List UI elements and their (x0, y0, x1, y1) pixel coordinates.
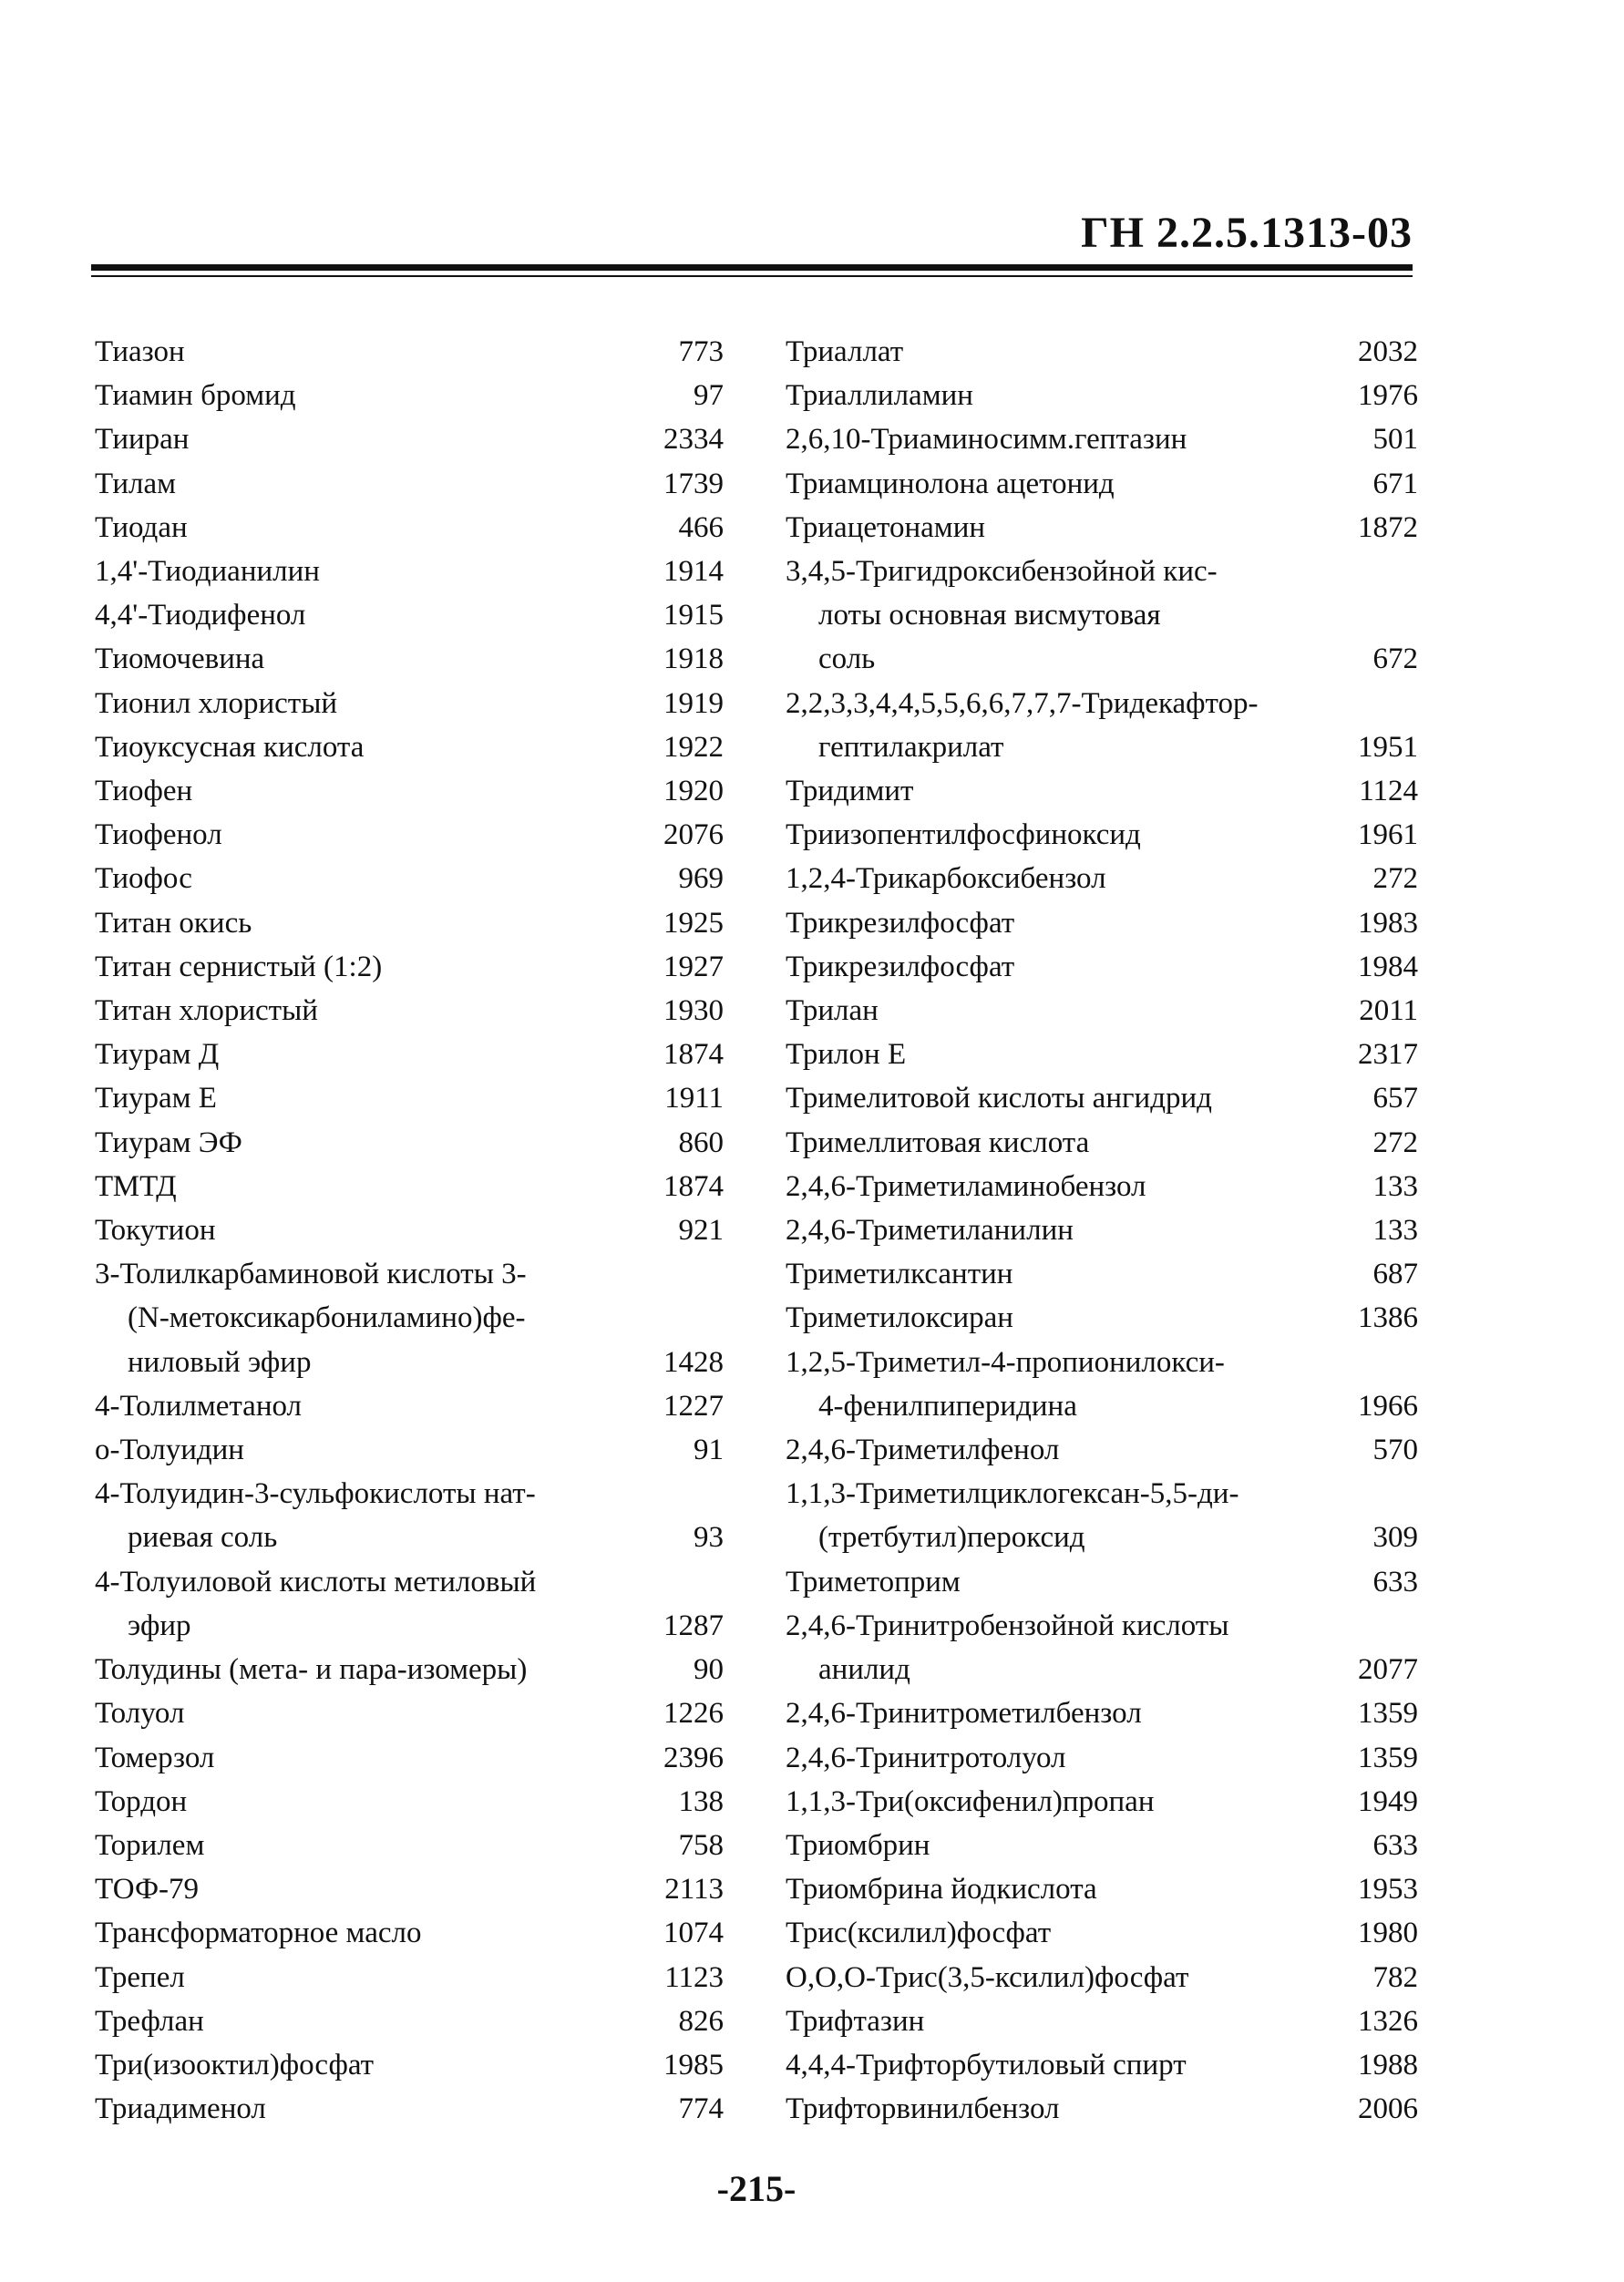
index-entry (95, 769, 724, 813)
index-entry (786, 857, 1418, 900)
index-entry (95, 1956, 724, 1999)
entry-name-continuation: анилид (818, 1653, 910, 1687)
index-entry (95, 1121, 724, 1165)
index-entry (95, 857, 724, 900)
entry-name: 2,4,6-Триметилфенол (786, 1434, 1060, 1467)
index-entry (95, 945, 724, 989)
index-entry (95, 1076, 724, 1120)
index-entry (95, 1780, 724, 1824)
entry-name: Трикрезилфосфат (786, 950, 1015, 983)
index-entry (95, 1165, 724, 1208)
index-entry (786, 1252, 1418, 1296)
entry-number: 1874 (663, 1038, 724, 1072)
document-code: ГН 2.2.5.1313-03 (1081, 209, 1413, 257)
entry-number: 774 (678, 2092, 724, 2126)
index-entry (786, 1341, 1418, 1428)
entry-name-continuation: 4-фенилпиперидина (818, 1389, 1077, 1423)
entry-name: ТМТД (95, 1169, 177, 1203)
entry-number: 1922 (663, 730, 724, 764)
index-entry (786, 1736, 1418, 1780)
entry-name: Тридимит (786, 775, 914, 808)
index-entry (95, 550, 724, 593)
entry-name: Трилан (786, 994, 879, 1028)
entry-number: 672 (1372, 642, 1418, 676)
entry-name: Трифторвинилбензол (786, 2092, 1060, 2126)
entry-number: 93 (694, 1521, 724, 1555)
entry-number: 133 (1372, 1169, 1418, 1203)
index-entry (95, 462, 724, 506)
entry-name: Титан хлористый (95, 994, 318, 1028)
entry-number: 1359 (1358, 1697, 1418, 1731)
index-entry (786, 1999, 1418, 2043)
index-entry (786, 1033, 1418, 1076)
entry-name-continuation: ниловый эфир (128, 1345, 312, 1379)
entry-number: 1872 (1358, 510, 1418, 544)
entry-name: 1,4'-Тиодианилин (95, 555, 320, 589)
index-entry (786, 1604, 1418, 1691)
index-entry (95, 330, 724, 374)
entry-number: 1966 (1358, 1389, 1418, 1423)
index-entry (95, 989, 724, 1033)
entry-name: Трикрезилфосфат (786, 906, 1015, 940)
entry-number: 2006 (1358, 2092, 1418, 2126)
entry-number: 91 (694, 1434, 724, 1467)
entry-name: 2,4,6-Тринитробензойной кислоты (786, 1609, 1229, 1642)
index-entry (786, 1296, 1418, 1340)
index-entry (95, 1867, 724, 1911)
index-entry (786, 1956, 1418, 1999)
page-number: -215- (716, 2168, 797, 2209)
entry-name: 2,4,6-Тринитрометилбензол (786, 1697, 1142, 1731)
index-entry (786, 1824, 1418, 1867)
header-rule-thin (91, 275, 1413, 277)
entry-name: Тиоуксусная кислота (95, 730, 365, 764)
entry-name: Тиамин бромид (95, 379, 296, 413)
entry-name-continuation: соль (818, 642, 876, 676)
entry-name: Триметилоксиран (786, 1301, 1013, 1335)
entry-number: 1739 (663, 467, 724, 500)
index-entry (786, 1691, 1418, 1735)
entry-number: 782 (1372, 1960, 1418, 1994)
entry-name: Тиофен (95, 775, 193, 808)
entry-number: 1925 (663, 906, 724, 940)
entry-number: 2076 (663, 818, 724, 852)
entry-name: Тримеллитовая кислота (786, 1126, 1090, 1159)
index-entry (95, 1208, 724, 1252)
entry-number: 2317 (1358, 1038, 1418, 1072)
entry-name: Триаллат (786, 335, 904, 368)
entry-name: Тиодан (95, 510, 188, 544)
entry-name: 4-Толуиловой кислоты метиловый (95, 1565, 537, 1598)
entry-name: Тилам (95, 467, 176, 500)
index-entry (786, 1911, 1418, 1955)
entry-name: Триметоприм (786, 1565, 961, 1598)
index-entry (95, 1999, 724, 2043)
entry-number: 309 (1372, 1521, 1418, 1555)
entry-name-continuation: риевая соль (128, 1521, 278, 1555)
index-entry (95, 417, 724, 461)
entry-number: 2334 (663, 423, 724, 457)
index-entry (786, 769, 1418, 813)
entry-number: 1961 (1358, 818, 1418, 852)
index-entry (786, 2043, 1418, 2087)
entry-number: 272 (1372, 862, 1418, 896)
entry-name: 2,6,10-Триаминосимм.гептазин (786, 423, 1187, 457)
index-entry (786, 1472, 1418, 1559)
entry-number: 921 (678, 1214, 724, 1248)
entry-name: Триадименол (95, 2092, 266, 2126)
entry-name: Тиурам Е (95, 1082, 217, 1115)
entry-name: 3-Толилкарбаминовой кислоты 3- (95, 1258, 527, 1291)
entry-number: 1226 (663, 1697, 724, 1731)
index-entry (95, 374, 724, 417)
entry-number: 2032 (1358, 335, 1418, 368)
entry-name: Тиофенол (95, 818, 222, 852)
entry-name: Тиомочевина (95, 642, 265, 676)
index-entry (95, 1736, 724, 1780)
entry-name: Тииран (95, 423, 190, 457)
entry-name-continuation: гептилакрилат (818, 730, 1004, 764)
index-entry (786, 1560, 1418, 1604)
entry-number: 1124 (1359, 775, 1418, 808)
entry-number: 860 (678, 1126, 724, 1159)
entry-name: Триизопентилфосфиноксид (786, 818, 1141, 852)
entry-name: О,О,О-Трис(3,5-ксилил)фосфат (786, 1960, 1189, 1994)
entry-number: 1927 (663, 950, 724, 983)
entry-name: 3,4,5-Тригидроксибензойной кис- (786, 555, 1218, 589)
index-entry (95, 1824, 724, 1867)
index-entry (95, 813, 724, 857)
entry-number: 1920 (663, 775, 724, 808)
entry-number: 501 (1372, 423, 1418, 457)
index-entry (786, 330, 1418, 374)
entry-number: 1227 (663, 1389, 724, 1423)
entry-name: Толуол (95, 1697, 185, 1731)
entry-name: 1,1,3-Триметилциклогексан-5,5-ди- (786, 1477, 1239, 1511)
entry-number: 1953 (1358, 1873, 1418, 1907)
entry-name-continuation: (N-метоксикарбониламино)фе- (128, 1301, 526, 1335)
entry-number: 758 (678, 1828, 724, 1862)
entry-number: 687 (1372, 1258, 1418, 1291)
index-entry (786, 989, 1418, 1033)
entry-number: 1949 (1358, 1784, 1418, 1818)
index-entry (786, 462, 1418, 506)
header-rule-thick (91, 264, 1413, 271)
entry-name: Торилем (95, 1828, 205, 1862)
entry-name: Титан сернистый (1:2) (95, 950, 383, 983)
index-entry (95, 1911, 724, 1955)
entry-name: Тордон (95, 1784, 188, 1818)
index-column-right (786, 330, 1418, 2131)
entry-number: 1874 (663, 1169, 724, 1203)
index-entry (95, 1472, 724, 1559)
entry-number: 1919 (663, 686, 724, 720)
entry-number: 2011 (1359, 994, 1418, 1028)
index-entry (95, 901, 724, 945)
index-entry (95, 1691, 724, 1735)
entry-number: 657 (1372, 1082, 1418, 1115)
entry-name: Тиурам Д (95, 1038, 220, 1072)
index-entry (786, 1780, 1418, 1824)
entry-number: 1980 (1358, 1917, 1418, 1950)
index-entry (786, 1428, 1418, 1472)
entry-number: 138 (678, 1784, 724, 1818)
index-entry (95, 1648, 724, 1691)
entry-number: 1915 (663, 599, 724, 632)
index-entry (786, 2087, 1418, 2131)
entry-number: 97 (694, 379, 724, 413)
index-entry (95, 1428, 724, 1472)
entry-name: 1,1,3-Три(оксифенил)пропан (786, 1784, 1155, 1818)
entry-number: 1428 (663, 1345, 724, 1379)
entry-name: Тиурам ЭФ (95, 1126, 242, 1159)
index-entry (786, 682, 1418, 769)
index-entry (786, 506, 1418, 550)
entry-number: 272 (1372, 1126, 1418, 1159)
entry-number: 1287 (663, 1609, 724, 1642)
entry-number: 1918 (663, 642, 724, 676)
entry-number: 1914 (663, 555, 724, 589)
index-entry (786, 1867, 1418, 1911)
entry-name: Томерзол (95, 1741, 215, 1774)
entry-number: 90 (694, 1653, 724, 1687)
entry-name: Тримелитовой кислоты ангидрид (786, 1082, 1212, 1115)
index-entry (786, 1076, 1418, 1120)
entry-name: Тионил хлористый (95, 686, 338, 720)
index-entry (95, 1033, 724, 1076)
entry-number: 1386 (1358, 1301, 1418, 1335)
entry-name-continuation: лоты основная висмутовая (818, 599, 1161, 632)
entry-number: 2113 (664, 1873, 724, 1907)
entry-name: Трифтазин (786, 2004, 925, 2038)
entry-number: 2077 (1358, 1653, 1418, 1687)
entry-name: Трансформаторное масло (95, 1917, 422, 1950)
entry-name: Токутион (95, 1214, 216, 1248)
entry-name: 1,2,5-Триметил-4-пропионилокси- (786, 1345, 1225, 1379)
entry-name: о-Толуидин (95, 1434, 244, 1467)
page-header (91, 206, 1413, 261)
entry-name: Три(изооктил)фосфат (95, 2048, 375, 2082)
entry-name: Трис(ксилил)фосфат (786, 1917, 1052, 1950)
entry-name: Трилон Е (786, 1038, 907, 1072)
index-entry (786, 1121, 1418, 1165)
index-entry (95, 2087, 724, 2131)
index-entry (786, 813, 1418, 857)
entry-name: Триомбрина йодкислота (786, 1873, 1097, 1907)
index-column-left (95, 330, 724, 2131)
index-entry (786, 417, 1418, 461)
entry-name-continuation: эфир (128, 1609, 191, 1642)
entry-name: Триаллиламин (786, 379, 973, 413)
entry-name: Триомбрин (786, 1828, 930, 1862)
entry-number: 1983 (1358, 906, 1418, 940)
index-entry (95, 725, 724, 769)
index-entry (786, 374, 1418, 417)
index-entry (786, 550, 1418, 682)
entry-number: 773 (678, 335, 724, 368)
index-entry (786, 945, 1418, 989)
entry-number: 1123 (664, 1960, 724, 1994)
entry-number: 1911 (664, 1082, 724, 1115)
entry-number: 1985 (663, 2048, 724, 2082)
entry-number: 1326 (1358, 2004, 1418, 2038)
index-entry (786, 901, 1418, 945)
index-entry (95, 593, 724, 637)
index-entry (786, 1165, 1418, 1208)
index-entry (786, 1208, 1418, 1252)
index-entry (95, 1560, 724, 1648)
entry-number: 969 (678, 862, 724, 896)
entry-name: 2,4,6-Триметиланилин (786, 1214, 1074, 1248)
entry-number: 1951 (1358, 730, 1418, 764)
entry-name: Титан окись (95, 906, 252, 940)
entry-name: 4-Толилметанол (95, 1389, 303, 1423)
entry-number: 2396 (663, 1741, 724, 1774)
entry-number: 1074 (663, 1917, 724, 1950)
entry-name: 4,4'-Тиодифенол (95, 599, 306, 632)
index-entry (95, 1252, 724, 1384)
entry-name: Тиофос (95, 862, 192, 896)
entry-number: 633 (1372, 1565, 1418, 1598)
entry-number: 826 (678, 2004, 724, 2038)
entry-number: 671 (1372, 467, 1418, 500)
entry-name: Триацетонамин (786, 510, 986, 544)
entry-number: 1988 (1358, 2048, 1418, 2082)
index-entry (95, 506, 724, 550)
index-entry (95, 1384, 724, 1428)
entry-number: 133 (1372, 1214, 1418, 1248)
entry-number: 570 (1372, 1434, 1418, 1467)
index-entry (95, 637, 724, 681)
entry-name: Триметилксантин (786, 1258, 1013, 1291)
entry-name: Трефлан (95, 2004, 204, 2038)
entry-name: ТОФ-79 (95, 1873, 200, 1907)
entry-name: 4,4,4-Трифторбутиловый спирт (786, 2048, 1187, 2082)
entry-number: 1359 (1358, 1741, 1418, 1774)
entry-number: 1976 (1358, 379, 1418, 413)
index-entry (95, 2043, 724, 2087)
entry-number: 1930 (663, 994, 724, 1028)
entry-name: 2,2,3,3,4,4,5,5,6,6,7,7,7-Тридекафтор- (786, 686, 1259, 720)
index-entry (95, 682, 724, 725)
entry-name: Трепел (95, 1960, 185, 1994)
entry-name: 2,4,6-Триметиламинобензол (786, 1169, 1146, 1203)
entry-number: 466 (678, 510, 724, 544)
entry-name: 2,4,6-Тринитротолуол (786, 1741, 1066, 1774)
entry-name: Толудины (мета- и пара-изомеры) (95, 1653, 528, 1687)
entry-name: Триамцинолона ацетонид (786, 467, 1115, 500)
entry-name: 4-Толуидин-3-сульфокислоты нат- (95, 1477, 536, 1511)
entry-number: 633 (1372, 1828, 1418, 1862)
entry-number: 1984 (1358, 950, 1418, 983)
entry-name-continuation: (третбутил)пероксид (818, 1521, 1085, 1555)
entry-name: Тиазон (95, 335, 185, 368)
entry-name: 1,2,4-Трикарбоксибензол (786, 862, 1106, 896)
